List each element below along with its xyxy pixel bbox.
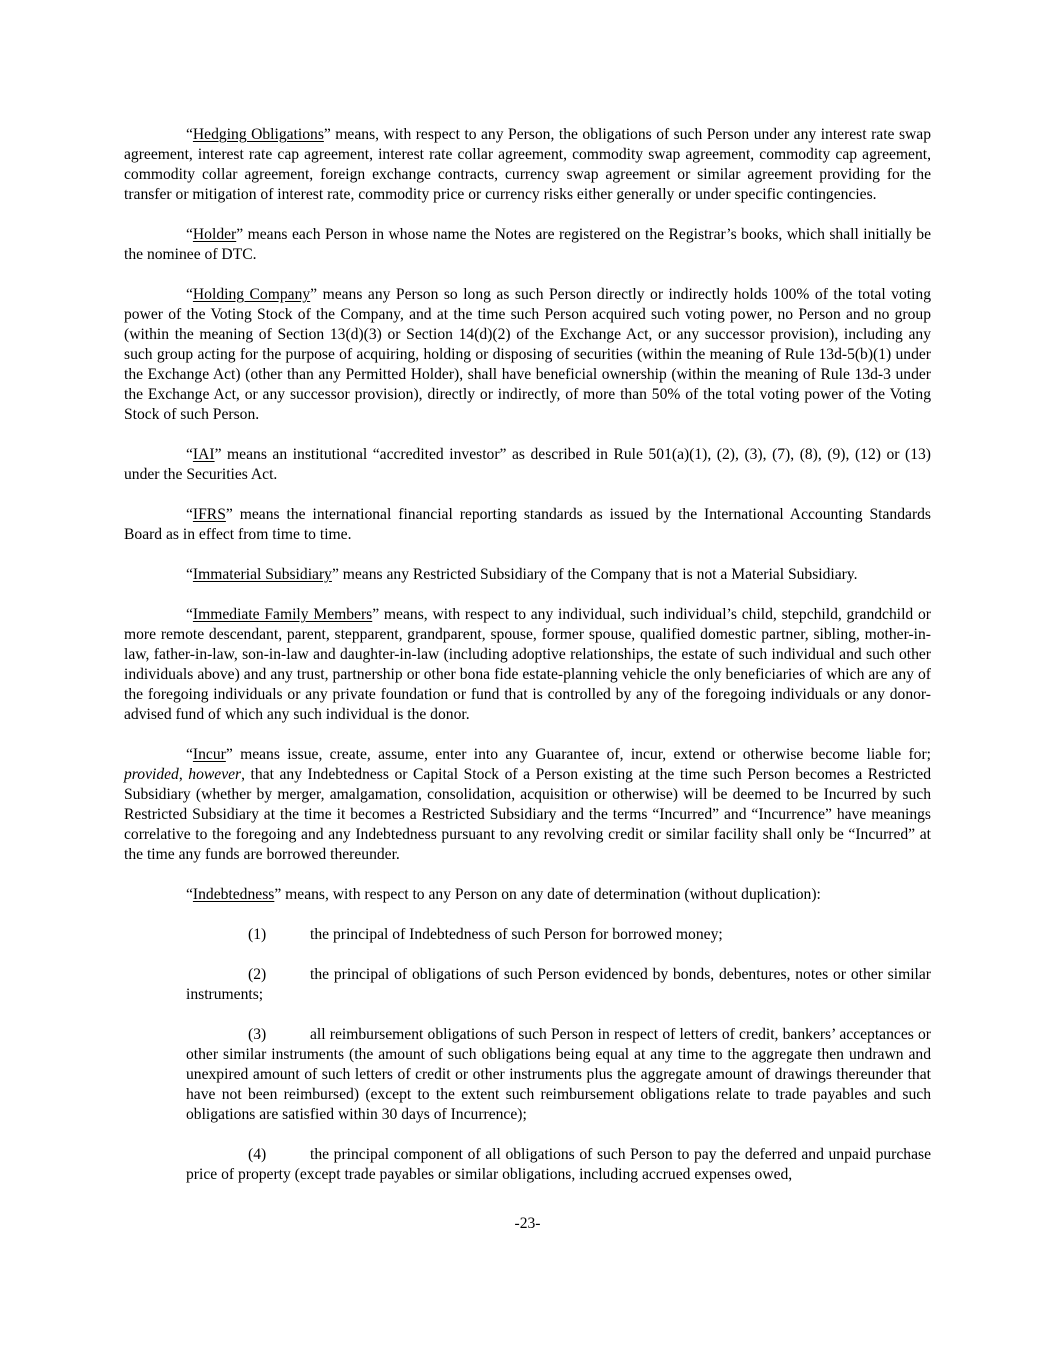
definition-iai: [124, 445, 931, 485]
defined-term: Hedging Obligations: [192, 126, 324, 143]
provided-italic: provided: [124, 766, 179, 783]
definition-text-continued: , that any Indebtedness or Capital Stock of a Person existing at the time such Person becomes a Restricted Subsidiary (whether by merger, amalgamation, consolidation, acquisition or otherwise) will be deemed to be Incurred by such Restricted Subsidiary at the time it becomes a Restricted Subsidiary and the terms “Incurred” and “Incurrence” have meanings correlative to the foregoing and any Indebtedness pursuant to any revolving credit or similar facility shall only be “Incurred” at the time any funds are borrowed thereunder.: [124, 766, 931, 863]
definition-text: ” means, with respect to any individual, such individual’s child, stepchild, grandchild or more remote descendant, parent, stepparent, grandparent, spouse, former spouse, qualified domestic partner, sibling, mother-in-law, father-in-law, son-in-law and daughter-in-law (including adoptive relationships, the estate of such individual and such other individuals above) and any trust, partnership or other bona fide estate-planning vehicle the only beneficiaries of which are any of the foregoing individuals or any private foundation or fund that is controlled by any of the foregoing individuals or any donor-advised fund of which any such individual is the donor.: [124, 606, 931, 723]
definition-text: ” means each Person in whose name the Notes are registered on the Registrar’s books, which shall initially be the nominee of DTC.: [124, 226, 931, 263]
item-text: all reimbursement obligations of such Person in respect of letters of credit, bankers’ acceptances or other similar instruments (the amount of such obligations being equal at any time to the aggregate then undrawn and unexpired amount of such letters of credit or other instruments plus the aggregate amount of drawings thereunder that have not been reimbursed) (except to the extent such reimbursement obligations relate to trade payables and such obligations are satisfied within 30 days of Incurrence);: [186, 1026, 931, 1123]
page-number: -23-: [514, 1215, 541, 1232]
defined-term: Incur: [192, 746, 226, 763]
definition-text: ” means any Restricted Subsidiary of the Company that is not a Material Subsidiary.: [331, 566, 858, 583]
open-quote: “: [186, 226, 193, 243]
open-quote: “: [186, 506, 193, 523]
open-quote: “: [186, 886, 193, 903]
definition-immediate-family-members: [124, 605, 931, 725]
definition-indebtedness: [124, 885, 931, 905]
definition-holding-company: [124, 285, 931, 425]
definition-ifrs: [124, 505, 931, 545]
list-item-4: [186, 1145, 931, 1185]
definition-text: ” means any Person so long as such Person directly or indirectly holds 100% of the total voting power of the Voting Stock of the Company, and at the time such Person acquired such voting power, no Person and no group (within the meaning of Section 13(d)(3) or Section 14(d)(2) of the Exchange Act, or any successor provision), including any such group acting for the purpose of acquiring, holding or disposing of securities (within the meaning of Rule 13d-5(b)(1) under the Exchange Act) (other than any Permitted Holder), shall have beneficial ownership (within the meaning of Rule 13d-3 under the Exchange Act, or any successor provision), directly or indirectly, of more than 50% of the total voting power of the Voting Stock of such Person.: [124, 286, 931, 423]
defined-term: Indebtedness: [192, 886, 275, 903]
item-number: (1): [248, 926, 267, 943]
definition-text: ” means, with respect to any Person, the obligations of such Person under any interest rate swap agreement, interest rate cap agreement, interest rate collar agreement, commodity swap agreement, commodity cap agreement, commodity collar agreement, foreign exchange contracts, currency swap agreement or similar agreement providing for the transfer or mitigation of interest rate, commodity price or currency risks either generally or under specific contingencies.: [124, 126, 931, 203]
list-item-2: [186, 965, 931, 1005]
defined-term: Holding Company: [192, 286, 311, 303]
defined-term: IAI: [192, 446, 215, 463]
however-italic: however: [188, 766, 242, 783]
defined-term: Immediate Family Members: [192, 606, 373, 623]
definition-incur: [124, 745, 931, 865]
definition-text: ” means an institutional “accredited investor” as described in Rule 501(a)(1), (2), (3), (7), (8), (9), (12) or (13) under the Securities Act.: [124, 446, 931, 483]
open-quote: “: [186, 746, 193, 763]
list-item-3: [186, 1025, 931, 1125]
comma-text: ,: [178, 766, 189, 783]
defined-term: IFRS: [192, 506, 226, 523]
definition-holder: [124, 225, 931, 265]
defined-term: Holder: [192, 226, 237, 243]
item-number: (3): [248, 1026, 267, 1043]
definition-text: ” means issue, create, assume, enter into any Guarantee of, incur, extend or otherwise become liable for;: [225, 746, 931, 763]
definition-hedging-obligations: [124, 125, 931, 205]
open-quote: “: [186, 446, 193, 463]
item-text: the principal of obligations of such Person evidenced by bonds, debentures, notes or other similar instruments;: [186, 966, 931, 1003]
document-body: [124, 125, 931, 1185]
item-text: the principal component of all obligations of such Person to pay the deferred and unpaid purchase price of property (except trade payables or similar obligations, including accrued expenses owed,: [186, 1146, 931, 1183]
item-number: (2): [248, 966, 267, 983]
open-quote: “: [186, 566, 193, 583]
open-quote: “: [186, 126, 193, 143]
definition-text: ” means the international financial reporting standards as issued by the International Accounting Standards Board as in effect from time to time.: [124, 506, 931, 543]
list-item-1: [186, 925, 931, 945]
defined-term: Immaterial Subsidiary: [192, 566, 332, 583]
open-quote: “: [186, 606, 193, 623]
definition-text: ” means, with respect to any Person on any date of determination (without duplication):: [274, 886, 821, 903]
item-text: the principal of Indebtedness of such Person for borrowed money;: [310, 926, 723, 943]
item-number: (4): [248, 1146, 267, 1163]
definition-immaterial-subsidiary: [124, 565, 931, 585]
open-quote: “: [186, 286, 193, 303]
